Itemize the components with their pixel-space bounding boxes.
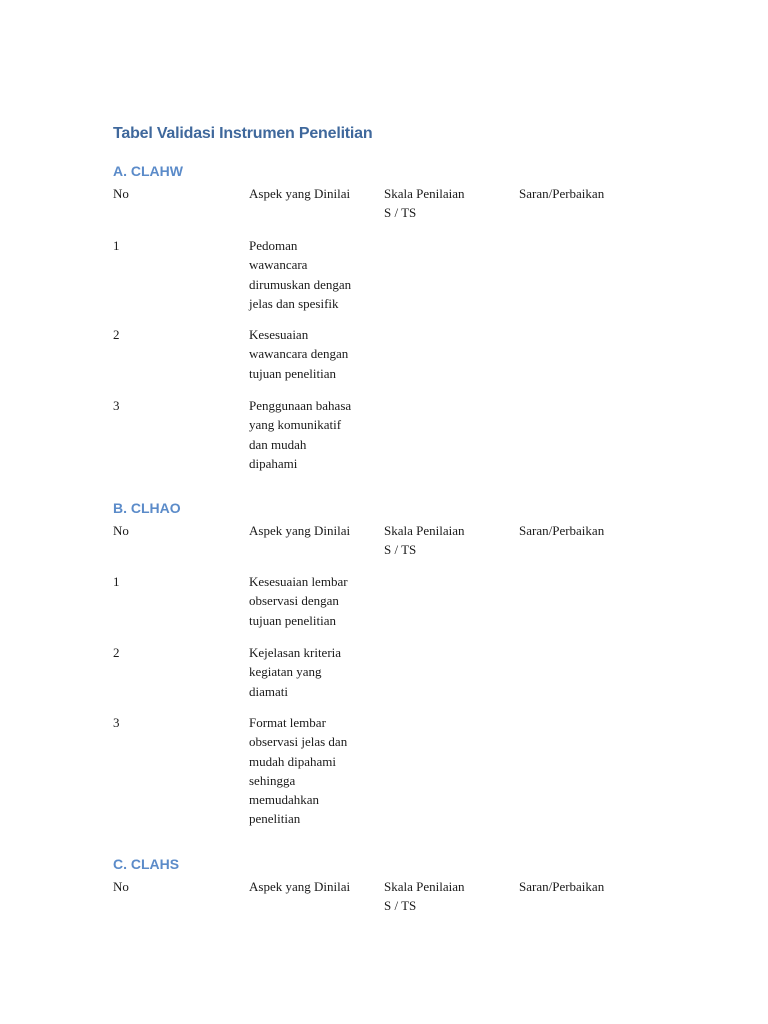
section-heading-b: B. CLHAO [113,500,181,516]
document-title: Tabel Validasi Instrumen Penelitian [113,125,373,142]
table-header-aspek: Aspek yang Dinilai [249,879,351,894]
table-row-number: 1 [113,574,120,589]
table-row-number: 2 [113,327,120,342]
table-row-aspek: Pedoman wawancara dirumuskan dengan jelas dan spesifik [249,238,352,311]
section-heading-c: C. CLAHS [113,856,180,872]
table-row-number: 2 [113,645,120,660]
table-header-no: No [113,879,129,894]
table-row-number: 1 [113,238,120,253]
table-row-aspek: Kesesuaian wawancara dengan tujuan penelitian [249,327,349,381]
table-row-aspek: Format lembar observasi jelas dan mudah dipahami sehingga memudahkan penelitian [249,715,348,827]
table-header-saran: Saran/Perbaikan [519,879,605,894]
table-row-number: 3 [113,398,120,413]
table-header-aspek: Aspek yang Dinilai [249,523,351,538]
table-header-no: No [113,523,129,538]
table-header-skala: Skala Penilaian S / TS [384,186,465,221]
table-header-saran: Saran/Perbaikan [519,523,605,538]
table-header-skala: Skala Penilaian S / TS [384,879,465,914]
table-header-skala: Skala Penilaian S / TS [384,523,465,558]
table-row-aspek: Penggunaan bahasa yang komunikatif dan mudah dipahami [249,398,352,471]
section-heading-a: A. CLAHW [113,163,183,179]
table-header-aspek: Aspek yang Dinilai [249,186,351,201]
table-row-aspek: Kesesuaian lembar observasi dengan tujuan penelitian [249,574,348,628]
table-header-saran: Saran/Perbaikan [519,186,605,201]
table-header-no: No [113,186,129,201]
table-row-number: 3 [113,715,120,730]
table-row-aspek: Kejelasan kriteria kegiatan yang diamati [249,645,342,699]
